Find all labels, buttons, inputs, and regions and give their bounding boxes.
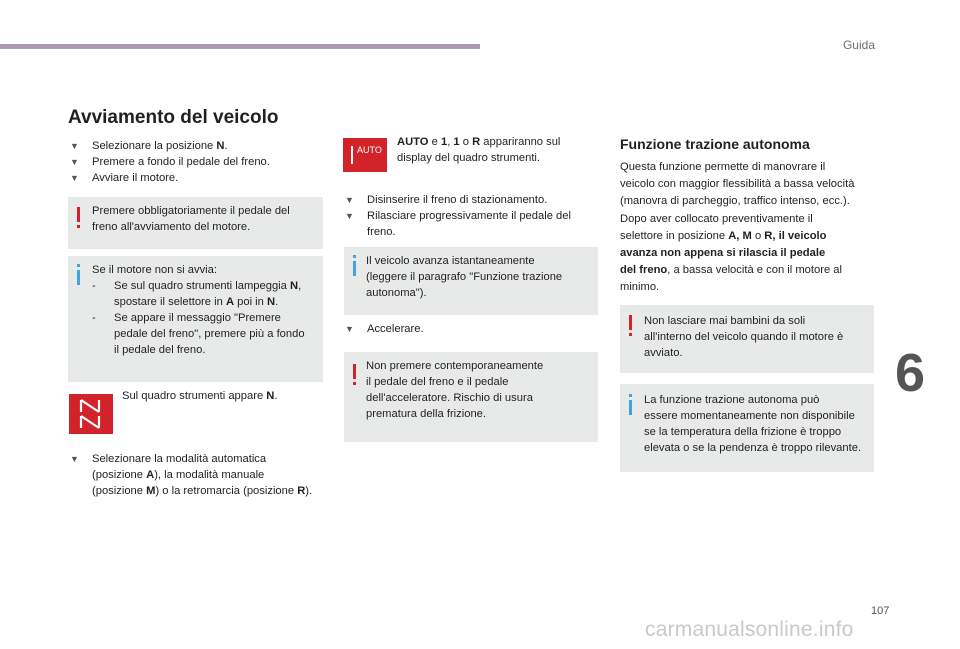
dash-item: - Se sul quadro strumenti lampeggia N, spostare il selettore in A poi in N. bbox=[92, 280, 302, 308]
accelerate-step: ▼ Accelerare. bbox=[345, 323, 424, 335]
start-steps bbox=[70, 138, 330, 186]
section-title-creep: Funzione trazione autonoma bbox=[620, 136, 810, 152]
auto-display-text: AUTO e 1, 1 o R appariranno sul display del quadro strumenti. bbox=[397, 136, 561, 164]
top-accent-bar bbox=[0, 44, 480, 49]
n-caption: Sul quadro strumenti appare N. bbox=[122, 390, 278, 402]
section-title-starting: Avviamento del veicolo bbox=[68, 107, 279, 128]
warning-box-clutch: Non premere contemporaneamente il pedale del freno e il pedale dell'acceleratore. Rischio di usura prematura della frizione. bbox=[344, 352, 598, 442]
arrow-bullet-icon: ▼ bbox=[345, 195, 354, 205]
page-number: 107 bbox=[871, 605, 890, 617]
info-box-engine-not-start: Se il motore non si avvia: - Se sul quadro strumenti lampeggia N, spostare il selettore in A poi in N. - Se appare il messaggio "Premere pedale del freno", premere più a fondo il pedale del freno. bbox=[68, 256, 323, 382]
step-select-n: ▼ Selezionare la posizione N. bbox=[70, 140, 228, 152]
dash-item: - Se appare il messaggio "Premere pedale del freno", premere più a fondo il pedale del freno. bbox=[92, 312, 305, 356]
chapter-number: 6 bbox=[895, 343, 926, 403]
auto-mode-icon: AUTO bbox=[343, 138, 387, 172]
arrow-bullet-icon: ▼ bbox=[70, 454, 79, 464]
arrow-bullet-icon: ▼ bbox=[70, 157, 79, 167]
arrow-bullet-icon: ▼ bbox=[70, 141, 79, 151]
step-press-brake: ▼ Premere a fondo il pedale del freno. bbox=[70, 156, 270, 168]
creep-description: Questa funzione permette di manovrare il veicolo con maggior flessibilità a bassa velocità (manovra di parcheggio, traffico intenso, ecc.). Dopo aver collocato preventivamente il selettore in posizione A, M o R, il veicolo avanza non appena si rilascia il pedale del freno, a bassa velocità e con il motore al minimo. bbox=[620, 161, 855, 294]
step-start-engine: ▼ Avviare il motore. bbox=[70, 172, 179, 184]
chapter-title: Guida bbox=[842, 38, 875, 52]
release-steps: ▼ Disinserire il freno di stazionamento. ▼ Rilasciare progressivamente il pedale del freno. bbox=[345, 194, 571, 238]
arrow-bullet-icon: ▼ bbox=[345, 324, 354, 334]
info-box-unavailable: La funzione trazione autonoma può essere momentaneamente non disponibile se la temperatura della frizione è troppo elevata o se la pendenza è troppo rilevante. bbox=[620, 384, 874, 472]
select-mode-step: ▼ Selezionare la modalità automatica (posizione A), la modalità manuale (posizione M) o la retromarcia (posizione R). bbox=[70, 453, 313, 497]
neutral-n-icon bbox=[69, 394, 113, 434]
warning-box-children: Non lasciare mai bambini da soli all'interno del veicolo quando il motore è avviato. bbox=[620, 305, 874, 373]
info-box-vehicle-moves: Il veicolo avanza istantaneamente (leggere il paragrafo "Funzione trazione autonoma"). bbox=[344, 247, 598, 315]
arrow-bullet-icon: ▼ bbox=[345, 211, 354, 221]
arrow-bullet-icon: ▼ bbox=[70, 173, 79, 183]
warning-box-brake: Premere obbligatoriamente il pedale del freno all'avviamento del motore. bbox=[68, 197, 323, 249]
watermark: carmanualsonline.info bbox=[645, 618, 854, 641]
